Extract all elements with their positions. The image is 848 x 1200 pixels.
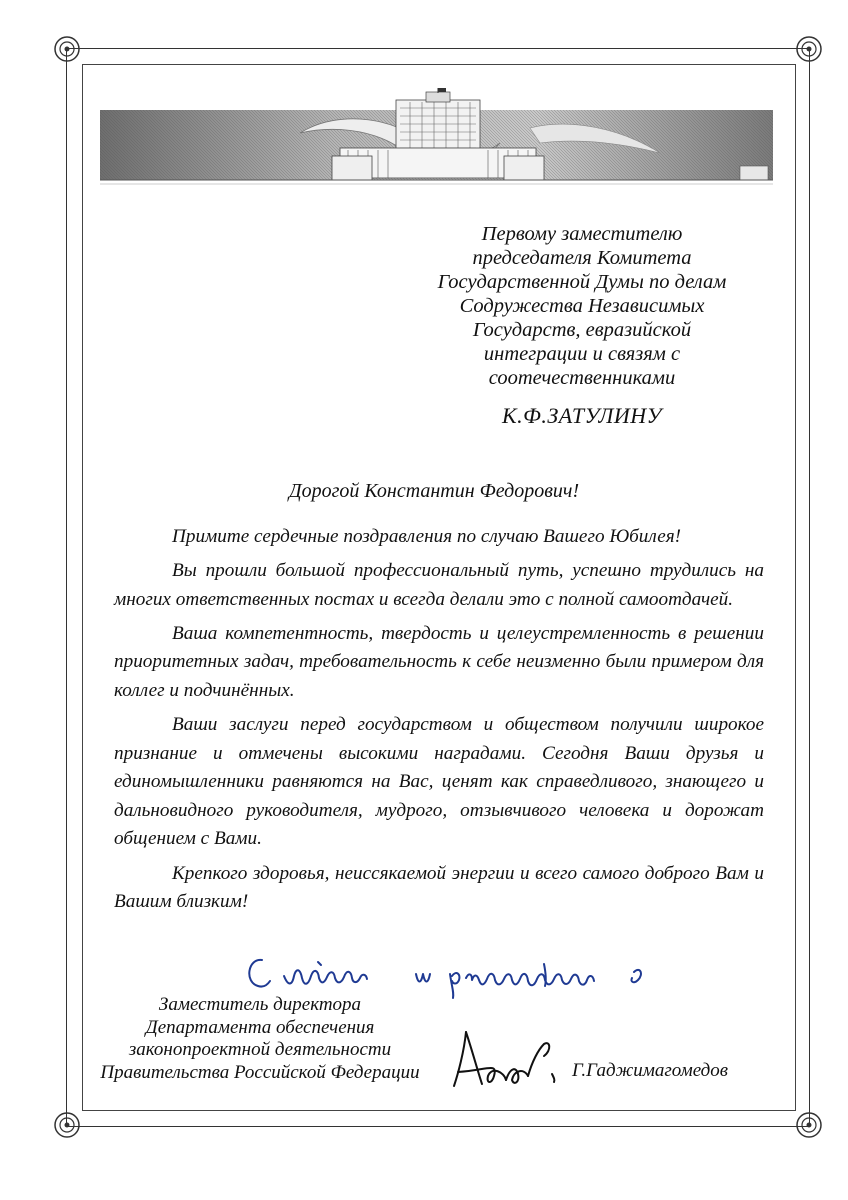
signer-title-line: Департамента обеспечения — [145, 1016, 375, 1038]
body-paragraph: Ваша компетентность, твердость и целеустремленность в решении приоритетных задач, требовательность к себе неизменно были примером для коллег и подчинённых. — [114, 622, 764, 701]
handwritten-signature — [448, 1022, 564, 1094]
corner-ornament-top-right — [794, 34, 824, 64]
body-paragraph: Вы прошли большой профессиональный путь, успешно трудились на многих ответственных постах и всегда делали это с полной самоотдачей. — [114, 560, 764, 610]
addressee-line: Государственной Думы по делам — [437, 271, 727, 293]
addressee-line: председателя Комитета — [472, 247, 692, 269]
corner-ornament-bottom-left — [52, 1110, 82, 1140]
greeting: Дорогой Константин Федорович! — [288, 480, 580, 502]
addressee-line: Государств, евразийской — [472, 319, 692, 341]
addressee-block — [392, 222, 772, 390]
government-building-engraving — [100, 88, 773, 192]
addressee-line: Первому заместителю — [481, 223, 683, 245]
signer-title — [80, 994, 440, 1084]
corner-ornament-bottom-right — [794, 1110, 824, 1140]
letter-body — [114, 523, 764, 922]
signer-title-line: Правительства Российской Федерации — [100, 1061, 420, 1083]
signer-title-line: Заместитель директора — [158, 994, 362, 1015]
body-paragraph: Ваши заслуги перед государством и обществом получили широкое признание и отмечены высокими наградами. Сегодня Ваши друзья и единомышленники равняются на Вас, ценят как справедливого, знающего и дальновидного руководителя, мудрого, отзывчивого человека и дорожат общением с Вами. — [114, 714, 764, 850]
signer-name: Г.Гаджимагомедов — [572, 1060, 729, 1081]
addressee-line: соотечественниками — [488, 367, 676, 389]
signer-title-line: законопроектной деятельности — [128, 1039, 392, 1060]
body-paragraph: Крепкого здоровья, неиссякаемой энергии и всего самого доброго Вам и Вашим близким! — [114, 862, 764, 913]
corner-ornament-top-left — [52, 34, 82, 64]
addressee-line: Содружества Независимых — [459, 295, 705, 317]
body-paragraph: Примите сердечные поздравления по случаю Вашего Юбилея! — [172, 526, 682, 547]
addressee-line: интеграции и связям с — [483, 343, 681, 365]
recipient-name: К.Ф.ЗАТУЛИНУ — [502, 403, 662, 428]
